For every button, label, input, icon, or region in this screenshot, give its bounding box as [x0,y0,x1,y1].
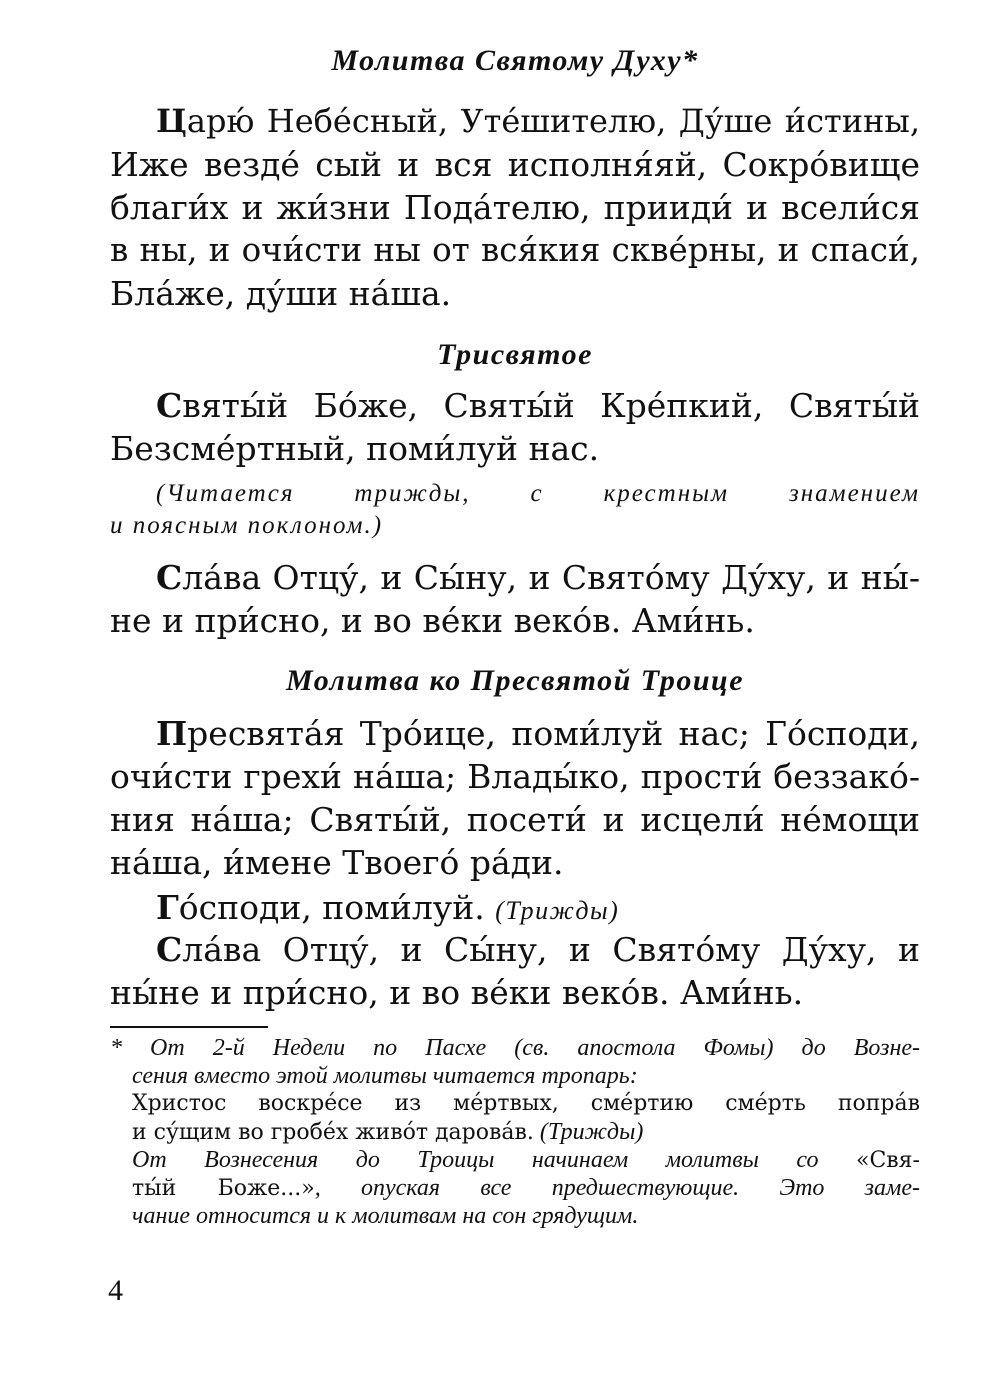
footnote-line [110,1146,920,1174]
prayer-line: Бла́же, ду́ши на́ша. [110,274,452,313]
gloria-1 [110,556,920,642]
footnote-rubric: (Трижды) [533,1119,644,1145]
section-title-holy-spirit: Молитва Святому Духу* [331,44,699,77]
page-number: 4 [108,1274,123,1307]
footnote-divider [110,1026,268,1028]
initial-letter: П [156,714,188,753]
prayer-line: Сла́ва Отцу́, и Сы́ну, и Свято́му Ду́ху, и ны́- [156,558,920,597]
footnote-text: От Вознесения до Троицы начинаем молитвы со [132,1147,856,1173]
footnote-line: сения вместо этой молитвы читается тропарь: [132,1063,638,1089]
prayer-line: Сла́ва Отцу́, и Сы́ну, и Свято́му Ду́ху, и [156,930,920,969]
footnote-line [110,1174,920,1202]
prayer-line: в ны, и очи́сти ны от вся́кия скве́рны, и спаси́, [110,231,920,269]
initial-letter: С [156,558,183,597]
prayer-line: Безсме́ртный, поми́луй нас. [110,429,600,468]
prayer-line: Царю́ Небе́сный, Уте́шителю, Ду́ше и́стины, [156,102,920,140]
prayer-trisagion [110,384,920,470]
initial-letter: С [156,930,183,969]
prayer-holy-trinity [110,712,920,884]
footnote-troparion-end: и су́щим во гробе́х живо́т дарова́в. [132,1120,534,1145]
rubric-line: (Читается трижды, с крестным знамением [156,480,920,507]
gloria-2 [110,928,920,1014]
kyrie-rubric: (Трижды) [495,896,620,925]
prayer-holy-spirit [110,100,920,315]
footnote-line: чание относится и к молитвам на сон грядущим. [132,1203,639,1229]
footnote-line [110,1118,920,1146]
rubric-trisagion [110,478,920,542]
footnote-line: * От 2-й Недели по Пасхе (св. апостола Фомы) до Возне- [110,1035,920,1061]
prayer-line [110,886,920,929]
initial-letter: С [156,386,183,425]
footnote-quote: «Свя- [856,1148,920,1173]
footnote-line: Христос воскре́се из ме́ртвых, сме́ртию сме́рть попра́в [132,1091,920,1116]
prayer-line: очи́сти грехи́ на́ша; Влады́ко, прости́ беззако́- [110,757,920,796]
section-title-trisagion: Трисвятое [437,338,593,371]
prayer-line: не и при́сно, и во ве́ки веко́в. Ами́нь. [110,601,755,640]
initial-letter: Ц [156,102,187,140]
prayer-line: на́ша, и́мене Твоего́ ра́ди. [110,843,564,882]
prayer-line: ния на́ша; Святы́й, посети́ и исцели́ не́мощи [110,800,920,839]
prayer-line: Пресвята́я Тро́ице, поми́луй нас; Го́споди, [156,714,920,753]
footnote-text: , опуская все предшествующие. Это заме- [314,1175,920,1201]
initial-letter: Г [156,888,179,927]
kyrie-text: Го́споди, поми́луй. [156,888,485,927]
section-title-holy-trinity: Молитва ко Пресвятой Троице [285,664,745,697]
footnote-quote: ты́й Боже...» [132,1176,315,1201]
prayer-line: Иже везде́ сый и вся исполня́яй, Сокро́вище [110,145,920,184]
rubric-line: и поясным поклоном.) [110,512,384,539]
kyrie [110,886,920,929]
prayer-line: ны́не и при́сно, и во ве́ки веко́в. Ами́нь. [110,973,804,1012]
footnote [110,1034,920,1230]
prayer-line: Святы́й Бо́же, Святы́й Кре́пкий, Святы́й [156,386,920,425]
prayer-line: благи́х и жи́зни Пода́телю, прииди́ и всели́ся [110,188,920,227]
